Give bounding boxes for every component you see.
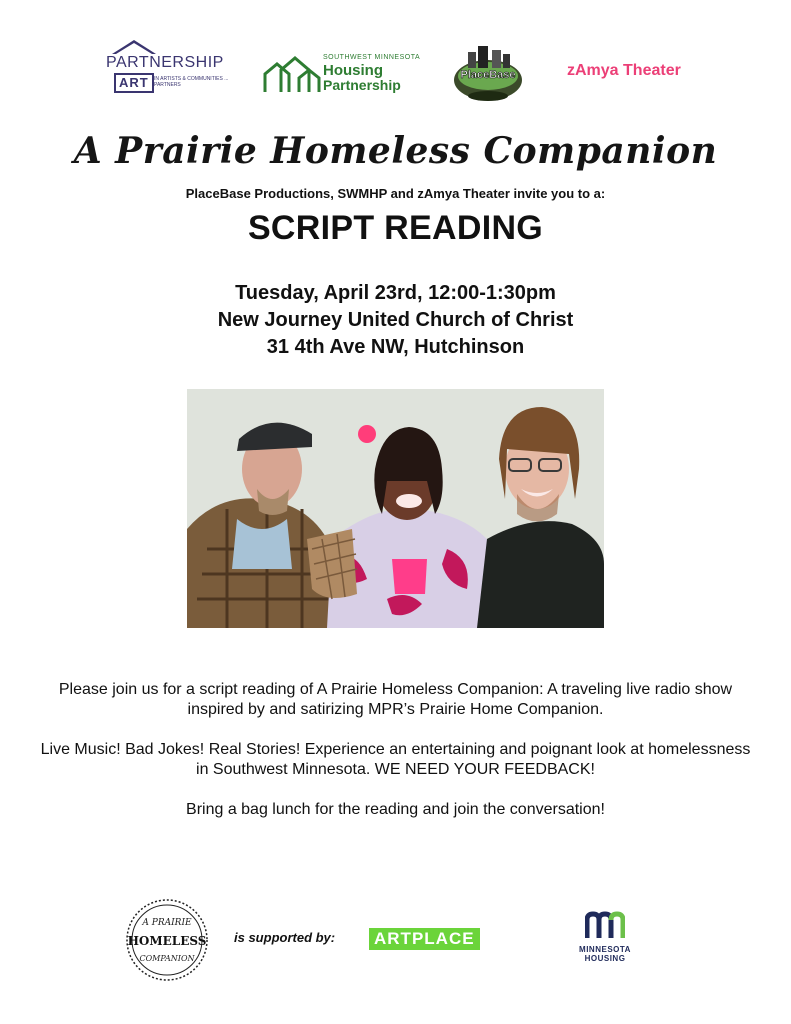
- cast-photo: [187, 389, 604, 628]
- placebase-logo: [450, 40, 526, 104]
- body-paragraph-3: Bring a bag lunch for the reading and join the conversation!: [186, 801, 605, 818]
- minnesota-housing-logo: [570, 910, 640, 970]
- swmhp-small-text: SOUTHWEST MINNESOTA: [323, 54, 421, 61]
- partnership-art-word: PARTNERSHIP: [106, 54, 224, 71]
- event-heading: SCRIPT READING: [247, 209, 544, 247]
- houses-icon: [263, 54, 321, 94]
- placebase-text: PlaceBase: [460, 69, 516, 81]
- seal-bottom-text: COMPANION: [139, 954, 195, 963]
- page-title: A Prairie Homeless Companion: [73, 130, 718, 172]
- seal-top-text: A PRAIRIE: [142, 918, 192, 928]
- swmhp-partnership-text: Partnership: [323, 77, 401, 93]
- swmhp-logo: [263, 52, 423, 96]
- swmhp-housing-text: Housing: [323, 62, 383, 79]
- artplace-logo: ARTPLACE: [369, 928, 480, 950]
- placebase-globe-icon: [450, 40, 526, 104]
- zamya-logo: zAmya Theater: [567, 62, 681, 79]
- seal-icon: [124, 897, 210, 983]
- seal-middle-text: HOMELESS: [127, 934, 207, 948]
- body-paragraph-2: Live Music! Bad Jokes! Real Stories! Experience an entertaining and poignant look at homelessness in Southwest Minnesota. WE NEED YOUR FEEDBACK!: [40, 741, 751, 778]
- invite-line: PlaceBase Productions, SWMHP and zAmya Theater invite you to a:: [185, 186, 606, 201]
- event-address: 31 4th Ave NW, Hutchinson: [266, 336, 525, 358]
- prairie-homeless-companion-seal: [124, 897, 210, 983]
- supported-by-label: is supported by:: [234, 930, 336, 945]
- mn-housing-line2: HOUSING: [584, 954, 626, 963]
- event-venue: New Journey United Church of Christ: [217, 309, 574, 331]
- mn-housing-icon: [585, 910, 625, 940]
- partnership-art-tagline: IN ARTISTS & COMMUNITIES ... PARTNERS: [154, 76, 229, 88]
- body-text: [40, 680, 751, 840]
- event-details: [0, 280, 791, 361]
- mn-housing-line1: MINNESOTA: [579, 945, 631, 954]
- event-date-time: Tuesday, April 23rd, 12:00-1:30pm: [235, 282, 556, 304]
- body-paragraph-1: Please join us for a script reading of A Prairie Homeless Companion: A traveling live radio show inspired by and satirizing MPR’s Prairie Home Companion.: [58, 681, 733, 718]
- partnership-art-logo: [104, 40, 244, 100]
- partnership-art-box: ART: [114, 73, 154, 93]
